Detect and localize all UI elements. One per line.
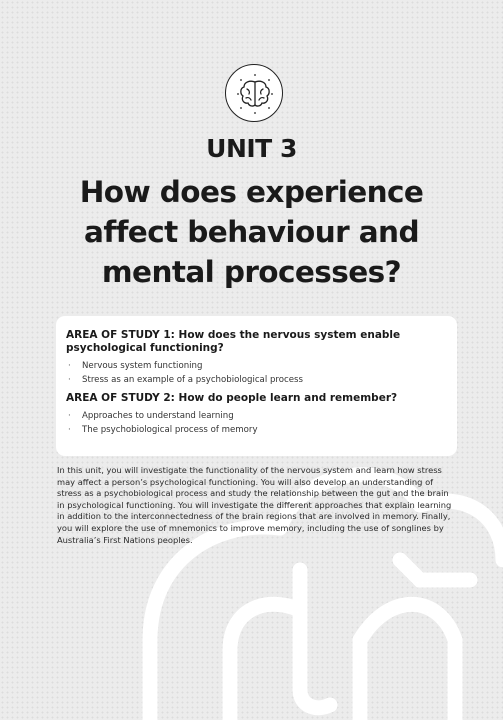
area-of-study-1-list [66, 360, 447, 387]
list-item-text: Stress as an example of a psychobiological process [82, 374, 303, 385]
bullet: · [68, 361, 71, 371]
list-item [66, 410, 447, 424]
list-item [66, 360, 447, 374]
area-of-study-2-list [66, 410, 447, 437]
unit-title: How does experience affect behaviour and mental processes? [79, 175, 424, 289]
areas-of-study-card [56, 316, 457, 456]
list-item [66, 374, 447, 388]
area-of-study-2-heading: AREA OF STUDY 2: How do people learn and remember? [66, 392, 398, 404]
bullet: · [68, 411, 71, 421]
bullet: · [68, 424, 71, 435]
unit-introduction: In this unit, you will investigate the functionality of the nervous system and learn how stress may affect a person’s psychological functioning. You will also develop an understanding of stress as a psychobiological process and study the relationship between the gut and the brain in psychological functioning. You will investigate the different approaches that explain learning in addition to the interconnectedness of the brain regions that are involved in memory. Finally, you will explore the use of mnemonics to improve memory, including the use of songlines by Australia’s First Nations peoples. [57, 465, 452, 545]
brain-icon [225, 64, 283, 122]
list-item-text: The psychobiological process of memory [82, 424, 258, 435]
bullet: · [68, 374, 71, 385]
list-item-text: Nervous system functioning [82, 361, 203, 371]
unit-label: UNIT 3 [206, 134, 297, 163]
list-item [66, 424, 447, 438]
list-item-text: Approaches to understand learning [82, 411, 234, 421]
area-of-study-1-heading: AREA OF STUDY 1: How does the nervous system enable psychological functioning? [66, 329, 401, 354]
